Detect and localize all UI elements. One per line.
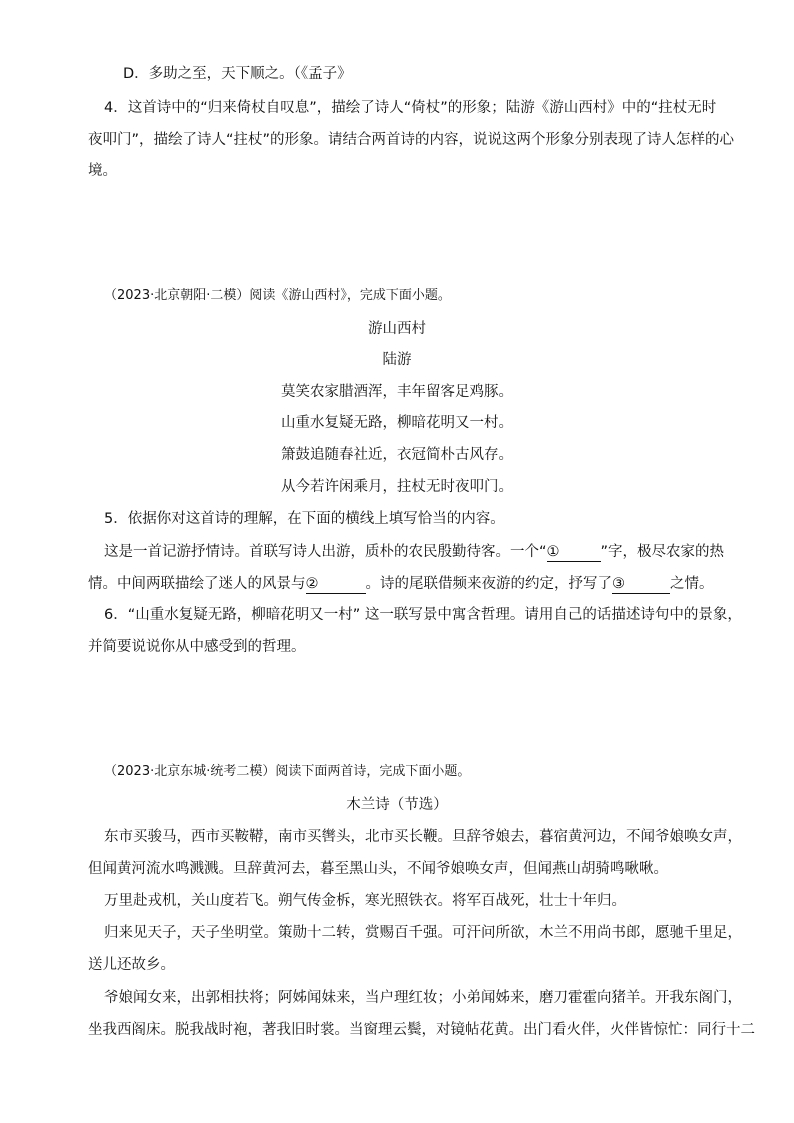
poem-text-line: 东市买骏马，西市买鞍鞯，南市买辔头，北市买长鞭。旦辞爷娘去，暮宿黄河边，不闻爷娘唤女声， — [104, 829, 742, 845]
poem-text-line: 送儿还故乡。 — [88, 957, 175, 973]
answer-blank-2[interactable]: ② — [306, 575, 366, 594]
poem-text-line: 爷娘闻女来，出郭相扶将；阿姊闻妹来，当户理红妆；小弟闻姊来，磨刀霍霍向猪羊。开我东阁门， — [104, 990, 742, 1006]
question-4-line-1: 4．这首诗中的“归来倚杖自叹息”，描绘了诗人“倚杖”的形象；陆游《游山西村》中的“拄杖无时 — [104, 100, 717, 116]
question-3-option-d: D．多助之至，天下顺之。（《孟子》 — [123, 66, 352, 82]
question-5-text: ”字，极尽农家的热 — [600, 544, 725, 560]
question-5-text: 这是一首记游抒情诗。首联写诗人出游，质朴的农民殷勤待客。一个“ — [104, 544, 547, 560]
poem-title: 游山西村 — [368, 321, 426, 337]
question-5-prompt: 5．依据你对这首诗的理解，在下面的横线上填写恰当的内容。 — [104, 511, 505, 527]
section-3-intro: （2023·北京东城·统考二模）阅读下面两首诗，完成下面小题。 — [104, 764, 471, 779]
question-6-line-2: 并简要说说你从中感受到的哲理。 — [88, 639, 306, 655]
poem-text-line: 归来见天子，天子坐明堂。策勋十二转，赏赐百千强。可汗问所欲，木兰不用尚书郎，愿驰千里足， — [104, 925, 742, 941]
poem-line: 从今若许闲乘月，拄杖无时夜叩门。 — [281, 479, 513, 495]
poem-title: 木兰诗（节选） — [346, 797, 448, 813]
section-2-intro: （2023·北京朝阳·二模）阅读《游山西村》，完成下面小题。 — [104, 288, 451, 303]
question-5-text: 。诗的尾联借频来夜游的约定，抒写了 — [365, 576, 612, 592]
poem-line: 山重水复疑无路，柳暗花明又一村。 — [281, 415, 513, 431]
question-5-text: 之情。 — [670, 576, 714, 592]
question-5-line-1 — [104, 542, 724, 562]
answer-blank-3[interactable]: ③ — [612, 575, 670, 594]
poem-line: 莫笑农家腊酒浑，丰年留客足鸡豚。 — [281, 384, 513, 400]
poem-line: 箫鼓追随春社近，衣冠简朴古风存。 — [281, 447, 513, 463]
poem-author: 陆游 — [382, 352, 412, 368]
poem-text-line: 但闻黄河流水鸣溅溅。旦辞黄河去，暮至黑山头，不闻爷娘唤女声，但闻燕山胡骑鸣啾啾。 — [88, 861, 668, 877]
question-6-line-1: 6．“山重水复疑无路，柳暗花明又一村” 这一联写景中寓含哲理。请用自己的话描述诗句中的景象， — [104, 607, 742, 623]
question-5-line-2 — [88, 574, 714, 594]
poem-text-line: 坐我西阁床。脱我战时袍，著我旧时裳。当窗理云鬓，对镜帖花黄。出门看火伴，火伴皆惊忙：同行十二 — [88, 1022, 755, 1038]
poem-text-line: 万里赴戎机，关山度若飞。朔气传金柝，寒光照铁衣。将军百战死，壮士十年归。 — [104, 893, 626, 909]
question-4-line-2: 夜叩门”，描绘了诗人“拄杖”的形象。请结合两首诗的内容，说说这两个形象分别表现了诗人怎样的心 — [88, 132, 735, 148]
answer-blank-1[interactable]: ① — [547, 543, 601, 562]
question-4-line-3: 境。 — [88, 163, 117, 179]
question-5-text: 情。中间两联描绘了迷人的风景与 — [88, 576, 306, 592]
